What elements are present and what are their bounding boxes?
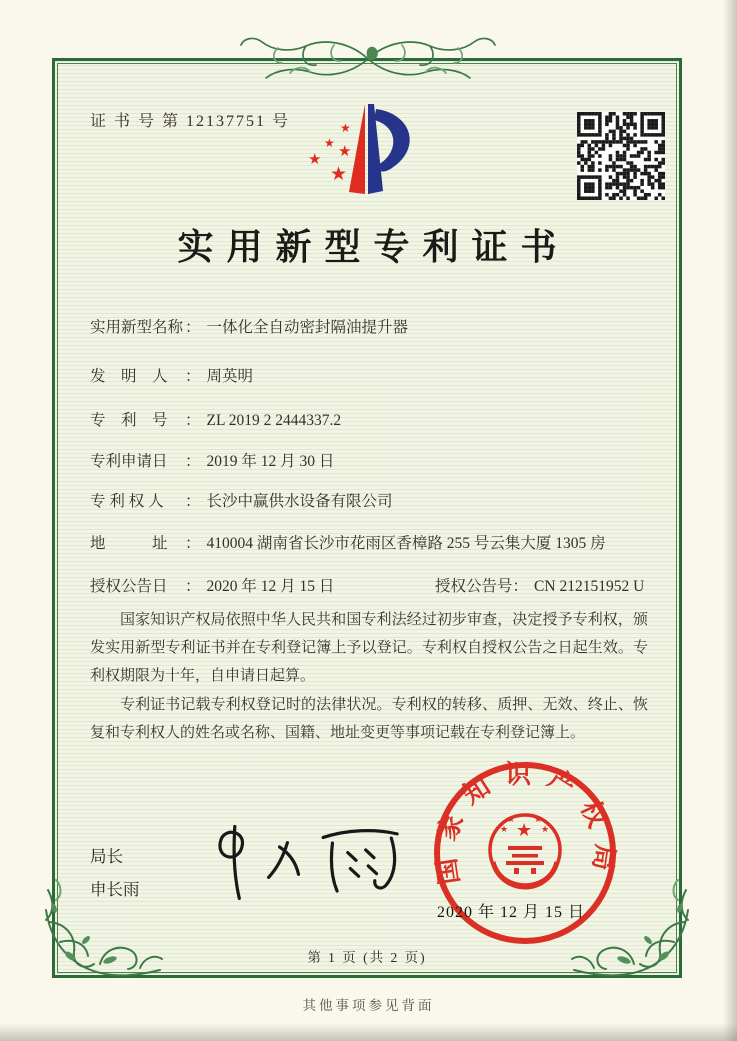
- field-value: ZL 2019 2 2444337.2: [206, 412, 342, 429]
- field-row-patent-number: [90, 408, 341, 430]
- colon: ：: [185, 535, 201, 552]
- qr-code: [577, 112, 665, 200]
- legal-paragraph-2: 专利证书记载专利权登记时的法律状况。专利权的转移、质押、无效、终止、恢复和专利权人的姓名或名称、国籍、地址变更等事项记载在专利登记簿上。: [90, 696, 648, 741]
- certificate-title: 实用新型专利证书: [177, 227, 570, 267]
- emblem-star-icon: ★: [507, 815, 516, 825]
- emblem-star-icon: ★: [500, 825, 509, 835]
- cnipa-logo: [292, 96, 442, 208]
- field-label: 地 址: [90, 535, 168, 552]
- logo-star-icon: ★: [338, 142, 352, 160]
- field-label: 实用新型名称: [90, 319, 184, 336]
- scan-edge-right: [723, 0, 737, 1041]
- field-row-filing-date: [90, 449, 334, 471]
- page-number: 第 1 页 (共 2 页): [307, 950, 427, 965]
- field-label: 授权公告日: [90, 578, 168, 595]
- field-row-patentee: [90, 489, 393, 511]
- logo-star-icon: ★: [324, 136, 335, 150]
- field-label: 授权公告号: [435, 578, 513, 595]
- field-label: 发 明 人: [90, 368, 168, 385]
- field-value: 长沙中赢供水设备有限公司: [206, 493, 393, 510]
- field-label: 专 利 权 人: [90, 493, 164, 510]
- director-name: 申长雨: [90, 880, 140, 899]
- director-signature: [196, 816, 421, 904]
- logo-stars: [308, 121, 351, 185]
- colon: ：: [185, 453, 201, 470]
- legal-text: [90, 606, 648, 747]
- colon: ：: [185, 368, 201, 385]
- colon: ：: [185, 493, 201, 510]
- field-label: 专利申请日: [90, 453, 168, 470]
- scan-edge-bottom: [0, 1023, 737, 1041]
- grant-date-stamp: 2020 年 12 月 15 日: [437, 904, 586, 921]
- colon: ：: [185, 578, 201, 595]
- logo-star-icon: ★: [330, 163, 348, 185]
- field-row-grant: [90, 574, 650, 596]
- logo-star-icon: ★: [308, 150, 322, 168]
- colon: ：: [185, 319, 201, 336]
- field-row-utility-name: [90, 315, 408, 337]
- field-value: 2020 年 12 月 15 日: [206, 578, 335, 595]
- field-value: 一体化全自动密封隔油提升器: [206, 319, 409, 336]
- field-label: 专 利 号: [90, 412, 168, 429]
- field-row-inventor: [90, 364, 253, 386]
- field-value: 周英明: [206, 368, 254, 385]
- emblem-star-icon: ★: [534, 815, 543, 825]
- field-row-address: [90, 531, 606, 553]
- emblem-star-icon: ★: [516, 820, 533, 841]
- field-value: 2019 年 12 月 30 日: [206, 453, 335, 470]
- seal-arc-text: 国家知识产权局: [430, 759, 620, 887]
- field-value: 410004 湖南省长沙市花雨区香樟路 255 号云集大厦 1305 房: [206, 535, 606, 552]
- certificate-number: 证 书 号 第 12137751 号: [90, 113, 291, 130]
- logo-star-icon: ★: [340, 121, 351, 135]
- grant-number-pair: [435, 574, 644, 596]
- field-value: CN 212151952 U: [534, 578, 645, 595]
- colon: ：: [512, 578, 529, 595]
- emblem-star-icon: ★: [541, 825, 550, 835]
- director-title: 局长: [90, 847, 123, 866]
- national-emblem: [490, 815, 560, 887]
- colon: ：: [185, 412, 201, 429]
- back-side-note: 其他事项参见背面: [302, 998, 435, 1013]
- grant-date-pair: [90, 578, 334, 595]
- legal-paragraph-1: 国家知识产权局依照中华人民共和国专利法经过初步审查，决定授予专利权，颁发实用新型专利证书并在专利登记簿上予以登记。专利权自授权公告之日起生效。专利权期限为十年，自申请日起算。: [90, 612, 648, 685]
